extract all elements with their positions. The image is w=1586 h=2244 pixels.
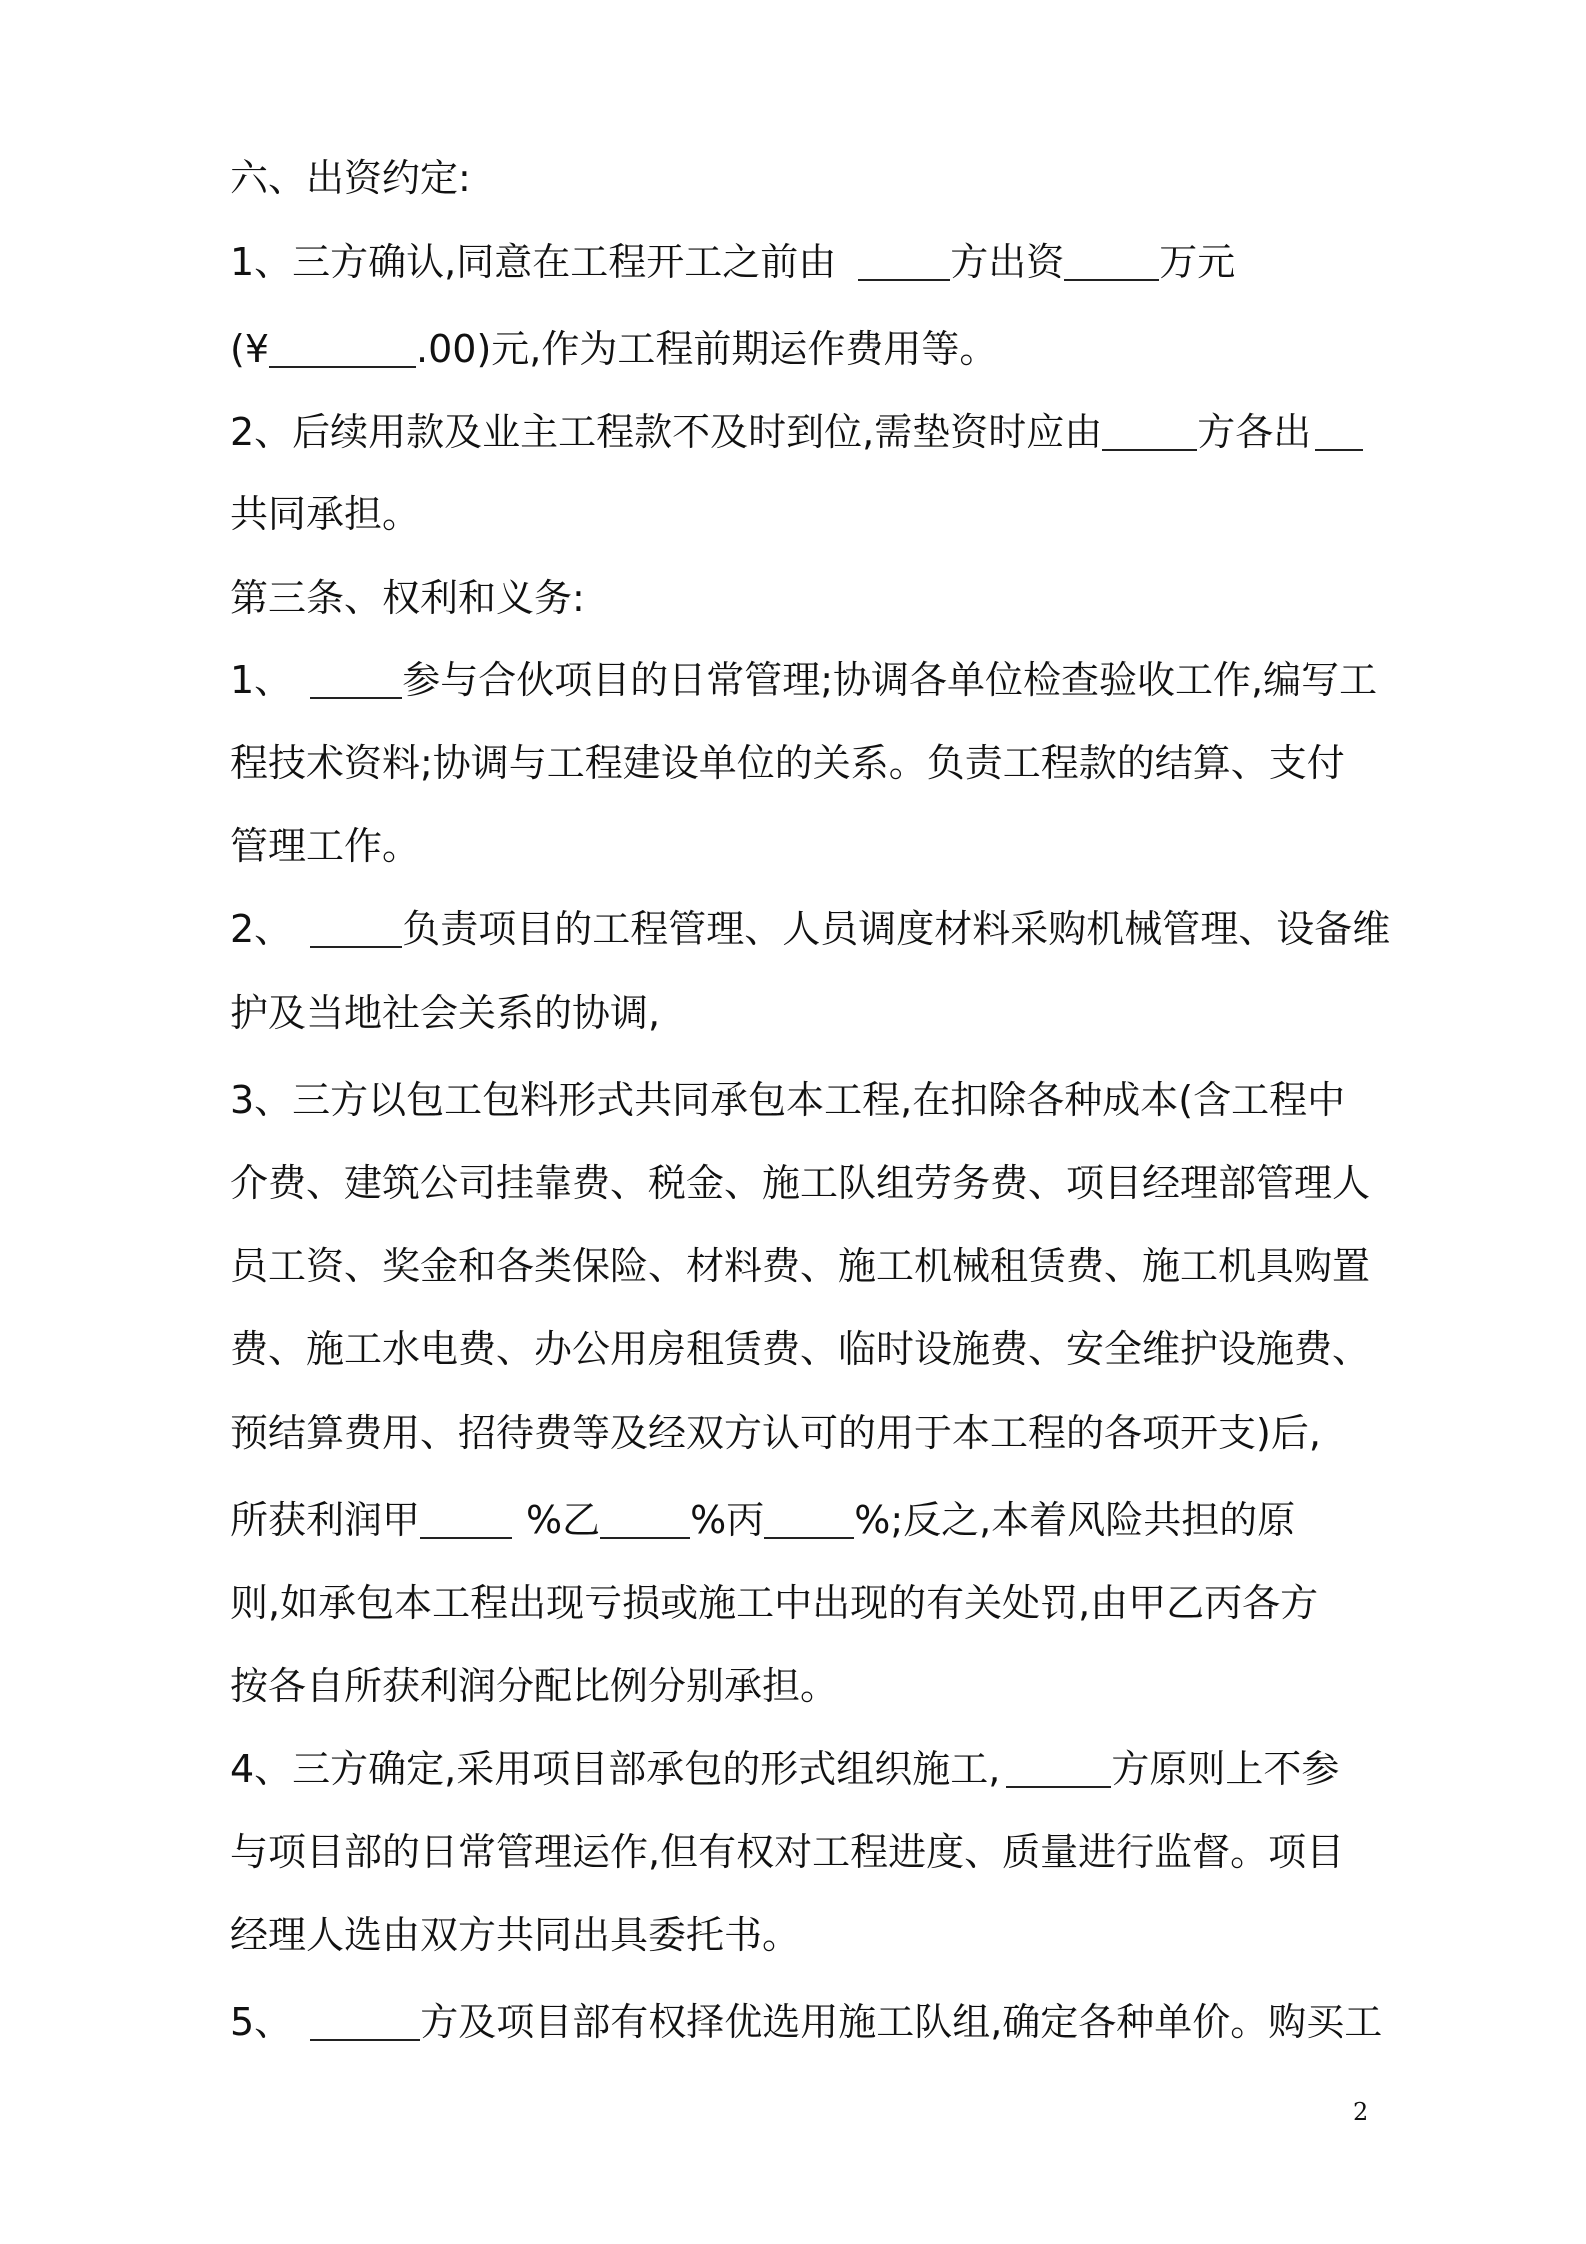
rights-item-3-line-1: 3、三方以包工包料形式共同承包本工程,在扣除各种成本(含工程中 [230,1078,1346,1122]
rights-item-5-line-1 [230,1999,1382,2045]
text-segment: 方出资 [950,240,1065,284]
rights-item-2-line-2: 护及当地社会关系的协调, [230,991,661,1035]
capital-item-1-line-1 [230,239,1235,285]
fill-in-blank-percent-b[interactable] [600,1501,690,1539]
fill-in-blank-party[interactable] [1102,413,1197,451]
fill-in-blank-share[interactable] [1315,413,1363,451]
capital-item-2-line-2: 共同承担。 [230,492,421,536]
article-heading-rights: 第三条、权利和义务: [230,576,585,620]
rights-item-1-line-3: 管理工作。 [230,824,421,868]
text-segment: 方各出 [1197,410,1312,454]
rights-item-3-line-6 [230,1497,1295,1543]
fill-in-blank-amount[interactable] [1064,243,1159,281]
rights-item-2-line-1 [230,906,1390,952]
text-segment: %乙 [526,1498,601,1542]
rights-item-3-line-3: 员工资、奖金和各类保险、材料费、施工机械租赁费、施工机具购置 [230,1244,1371,1288]
rights-item-4-line-3: 经理人选由双方共同出具委托书。 [230,1913,801,1957]
text-segment: 方原则上不参 [1111,1747,1340,1791]
text-segment: 1、三方确认,同意在工程开工之前由 [230,240,837,284]
fill-in-blank-party[interactable] [858,243,950,281]
rights-item-1-line-2: 程技术资料;协调与工程建设单位的关系。负责工程款的结算、支付 [230,741,1345,785]
rights-item-4-line-2: 与项目部的日常管理运作,但有权对工程进度、质量进行监督。项目 [230,1830,1345,1874]
text-segment: 所获利润甲 [230,1498,421,1542]
capital-item-2-line-1 [230,409,1363,455]
text-segment: %丙 [690,1498,765,1542]
item-number: 5、 [230,2000,293,2044]
item-number: 1、 [230,658,293,702]
rights-item-3-line-5: 预结算费用、招待费等及经双方认可的用于本工程的各项开支)后, [230,1411,1321,1455]
text-segment: 方及项目部有权择优选用施工队组,确定各种单价。购买工 [420,2000,1383,2044]
fill-in-blank-party[interactable] [1006,1750,1111,1788]
text-segment: %;反之,本着风险共担的原 [854,1498,1296,1542]
text-segment: 参与合伙项目的日常管理;协调各单位检查验收工作,编写工 [402,658,1378,702]
text-segment: .00)元,作为工程前期运作费用等。 [416,327,998,371]
text-segment: (¥ [230,327,270,371]
item-number: 2、 [230,907,293,951]
fill-in-blank-yuan[interactable] [269,330,416,368]
fill-in-blank-party[interactable] [310,661,402,699]
page-number: 2 [1353,2098,1369,2126]
text-segment: 万元 [1159,240,1236,284]
rights-item-3-line-7: 则,如承包本工程出现亏损或施工中出现的有关处罚,由甲乙丙各方 [230,1581,1319,1625]
rights-item-3-line-2: 介费、建筑公司挂靠费、税金、施工队组劳务费、项目经理部管理人 [230,1161,1371,1205]
capital-item-1-line-2 [230,326,997,372]
text-segment: 负责项目的工程管理、人员调度材料采购机械管理、设备维 [402,907,1391,951]
rights-item-1-line-1 [230,657,1377,703]
rights-item-3-line-4: 费、施工水电费、办公用房租赁费、临时设施费、安全维护设施费、 [230,1327,1371,1371]
fill-in-blank-party[interactable] [310,2003,420,2041]
fill-in-blank-percent-c[interactable] [764,1501,854,1539]
rights-item-4-line-1 [230,1746,1339,1792]
text-segment: 2、后续用款及业主工程款不及时到位,需垫资时应由 [230,410,1103,454]
text-segment: 4、三方确定,采用项目部承包的形式组织施工, [230,1747,1001,1791]
fill-in-blank-percent-a[interactable] [420,1501,512,1539]
section-heading-capital: 六、出资约定: [230,156,471,200]
rights-item-3-line-8: 按各自所获利润分配比例分别承担。 [230,1664,839,1708]
fill-in-blank-party[interactable] [310,910,402,948]
